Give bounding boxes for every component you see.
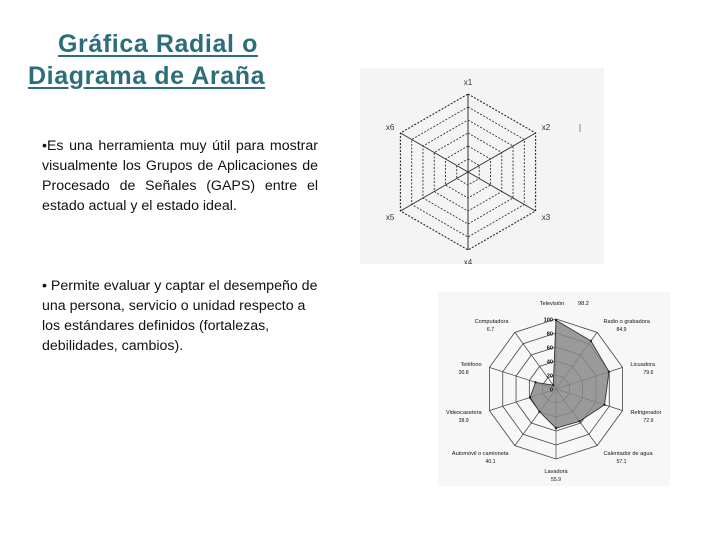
radar-value-label-5: 57.1 [616, 458, 627, 465]
radar-axis-label-6: Lavadora [544, 469, 568, 475]
radar-value-label-7: 40.1 [485, 458, 496, 465]
radar-axis-label-5: Calentador de agua [603, 450, 653, 457]
radar-value-label-4: 72.9 [643, 417, 654, 424]
radar-value-label-2: 84.9 [616, 327, 627, 334]
radar-axis-label-2: Radio o grabadora [603, 319, 650, 326]
radar-point-7 [538, 411, 540, 413]
spider-axis-label-x6: x6 [385, 123, 395, 132]
radar-point-10 [552, 384, 554, 386]
radar-axis-label-4: Refrigerador [630, 409, 662, 416]
spider-axis-label-x4: x4 [463, 258, 473, 264]
radar-scale-tick-100: 100 [543, 317, 553, 324]
radar-scale-tick-0: 0 [549, 387, 553, 394]
radar-point-3 [608, 371, 610, 373]
radar-point-5 [578, 420, 580, 422]
radar-value-label-6: 55.9 [550, 477, 562, 483]
slide-title [28, 28, 308, 92]
radar-point-1 [555, 319, 557, 321]
radar-axis-label-3: Licuadora [630, 362, 655, 369]
radar-scale-tick-20: 20 [546, 373, 553, 380]
paragraph-gaps: •Es una herramienta muy útil para mostrar visualmente los Grupos de Aplicaciones de Procesado de Señales (GAPS) entre el estado actual y el estado ideal. [42, 138, 318, 214]
spider-axis-label-x1: x1 [463, 78, 473, 87]
radar-chart [438, 292, 670, 486]
radar-scale-tick-80: 80 [546, 331, 553, 338]
radar-point-8 [529, 396, 531, 398]
spider-axis-label-x5: x5 [385, 213, 395, 222]
radar-axis-label-9: Teléfono [460, 362, 482, 369]
radar-value-label-3: 79.6 [643, 370, 654, 377]
radar-data-area [530, 317, 609, 428]
radar-point-9 [534, 381, 536, 383]
radar-scale-tick-60: 60 [546, 345, 553, 352]
radar-value-label-8: 38.9 [458, 417, 469, 424]
radar-axis-label-1: Televisión [539, 301, 565, 307]
slide-title-line1: Gráfica Radial o [58, 30, 258, 58]
paragraph-evaluation: • Permite evaluar y captar el desempeño de una persona, servicio o unidad respecto a los estándares definidos (fortalezas, debilidades, cambios). [42, 278, 318, 354]
radar-chart-figure [438, 292, 670, 486]
radar-value-label-1: 98.2 [578, 301, 589, 307]
radar-point-4 [603, 404, 605, 406]
slide-title-line2: Diagrama de Araña [28, 62, 266, 90]
radar-point-6 [555, 427, 557, 429]
radar-value-label-10: 6.7 [486, 327, 495, 334]
spider-diagram [360, 68, 604, 264]
radar-value-label-9: 30.8 [458, 370, 469, 377]
radar-axis-label-7: Automóvil o camioneta [451, 450, 509, 457]
spider-axis-label-x3: x3 [541, 213, 551, 222]
radar-axis-label-10: Computadora [474, 319, 509, 326]
radar-scale-tick-40: 40 [546, 359, 553, 366]
radar-point-2 [590, 340, 592, 342]
spider-diagram-figure [360, 68, 604, 264]
spider-axis-label-x2: x2 [541, 123, 551, 132]
radar-axis-label-8: Videocasetera [445, 409, 482, 416]
